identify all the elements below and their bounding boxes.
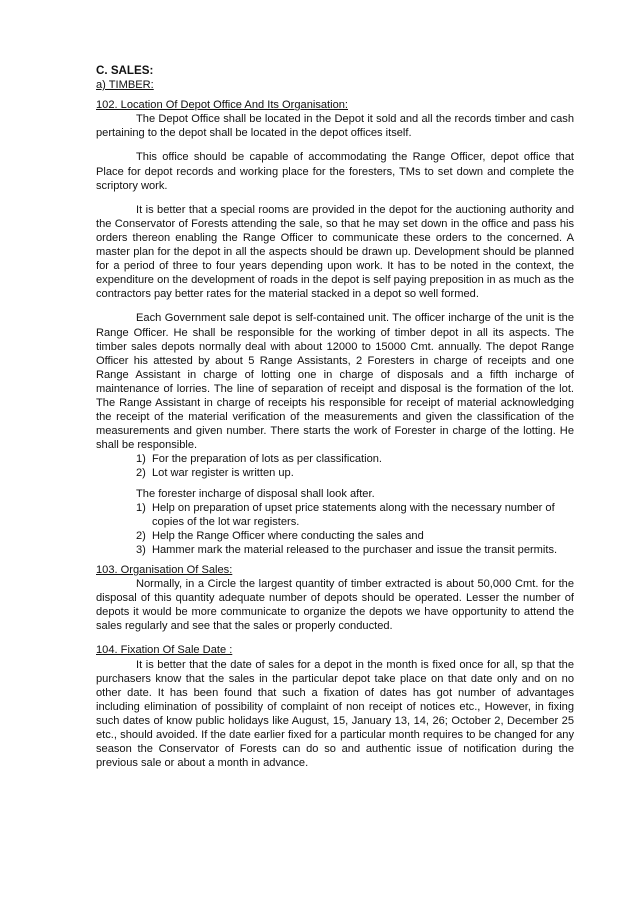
list-item: 2) Help the Range Officer where conducting the sales and [136, 529, 424, 542]
list-item: 3) Hammer mark the material released to the purchaser and issue the transit permits. [136, 543, 558, 556]
paragraph-103-1: Normally, in a Circle the largest quantity of timber extracted is about 50,000 Cmt. for the disposal of this quantity adequate number of depots should be operated. Lesser the number of depots it would be more communicate to organize the depots we have opportunity to attend the sales regularly and see that the sales or properly conducted. [96, 578, 574, 633]
paragraph-102-4: Each Government sale depot is self-contained unit. The officer incharge of the unit is the Range Officer. He shall be responsible for the working of timber depot in all its aspects. The timber sales depots normally deal with about 12000 to 15000 Cmt. annually. The depot Range Officer his attested by about 5 Range Assistants, 2 Foresters in charge of receipts and one Range Assistant in charge of lotting one in charge of disposals and a fifth incharge of maintenance of lorries. The line of separation of receipt and disposal is the formation of the lot. The Range Assistant in charge of receipts his responsible for receipt of material acknowledging the receipt of the material verification of the measurements and given the classification of the measurements and given number. There starts the work of Forester in charge of the lotting. He shall be responsible. [96, 312, 574, 452]
disposal-duties-list [96, 501, 574, 557]
heading-102: 102. Location Of Depot Office And Its Organisation: [96, 99, 349, 112]
heading-104: 104. Fixation Of Sale Date : [96, 644, 233, 657]
list-item: 1) Help on preparation of upset price statements along with the necessary number of copies of the lot war registers. [136, 501, 555, 528]
paragraph-102-2: This office should be capable of accommodating the Range Officer, depot office that Place for depot records and working place for the foresters, TMs to set down and complete the scriptory work. [96, 151, 574, 192]
list-item: 1) For the preparation of lots as per classification. [136, 453, 383, 466]
lotting-duties-list [96, 452, 574, 480]
list-item: 2) Lot war register is written up. [136, 467, 294, 480]
document-page [96, 64, 574, 770]
section-title: C. SALES: [96, 64, 154, 77]
subsection-title: a) TIMBER: [96, 79, 154, 92]
paragraph-104-1: It is better that the date of sales for a depot in the month is fixed once for all, sp that the purchasers know that the sales in the particular depot take place on that date only and on no other date. It has been found that such a fixation of dates has got number of advantages including elimination of possibility of complaint of non receipt of notices etc., However, in fixing such dates of know public holidays like August, 15, January 13, 14, 26; October 2, December 25 etc., should avoided. If the date earlier fixed for a particular month requires to be changed for any season the Conservator of Forests can do so and authentic issue of notification during the previous sale or about a month in advance. [96, 658, 574, 770]
paragraph-102-1: The Depot Office shall be located in the Depot it sold and all the records timber and cash pertaining to the depot shall be located in the depot offices itself. [96, 113, 574, 140]
heading-103: 103. Organisation Of Sales: [96, 564, 233, 576]
paragraph-102-3: It is better that a special rooms are provided in the depot for the auctioning authority and the Conservator of Forests attending the sale, so that he may set down in the office and pass his orders thereon enabling the Range Officer to communicate these orders to the concerned. A master plan for the depot in all the aspects should be drawn up. Development should be planned for a period of three to four years depending upon work. It has to be noted in the context, the expenditure on the development of roads in the depot is self paying preposition in as much as the contractors pay better rates for the material stacked in a depot so well formed. [96, 203, 574, 301]
disposal-intro: The forester incharge of disposal shall look after. [136, 487, 375, 500]
